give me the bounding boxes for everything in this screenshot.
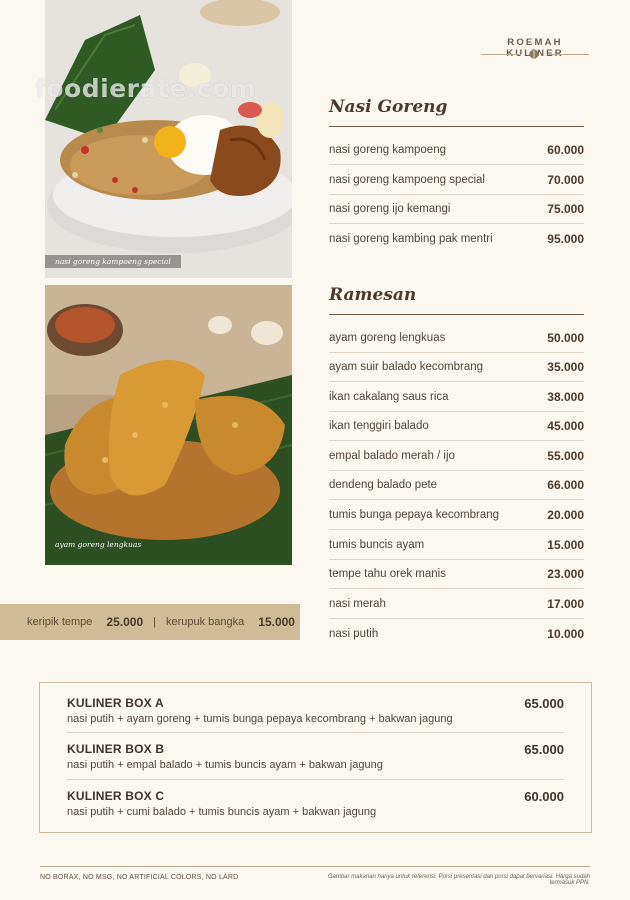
menu-item-name: ikan tenggiri balado [329, 419, 429, 432]
menu-item-price: 75.000 [547, 201, 584, 216]
side-item-price: 15.000 [258, 615, 295, 629]
menu-item-price: 20.000 [547, 507, 584, 522]
kuliner-box-panel [39, 682, 592, 833]
side-separator: | [153, 616, 156, 628]
kuliner-box-desc: nasi putih + empal balado + tumis buncis ayam + bakwan jagung [67, 759, 383, 771]
side-item-price: 25.000 [106, 615, 144, 629]
side-item-name: kerupuk bangka [165, 616, 245, 628]
menu-item [329, 194, 584, 224]
box-divider [67, 732, 564, 733]
brand-divider [481, 54, 521, 55]
watermark: foodierate.com [35, 74, 257, 103]
menu-item-name: dendeng balado pete [329, 478, 438, 491]
nasi-goreng-illustration [45, 0, 292, 278]
menu-item [329, 470, 584, 500]
brand-divider [549, 54, 589, 55]
menu-item [329, 500, 584, 530]
menu-item-name: nasi goreng kambing pak mentri [329, 233, 493, 245]
menu-item-name: ikan cakalang saus rica [329, 390, 449, 403]
section-title-ramesan: Ramesan [329, 285, 417, 305]
menu-item [329, 323, 584, 353]
photo-caption: nasi goreng kampoeng special [45, 255, 181, 268]
sides-band [0, 604, 300, 640]
menu-item-price: 38.000 [547, 389, 584, 404]
menu-item [329, 135, 584, 165]
menu-item-name: nasi goreng ijo kemangi [329, 202, 451, 215]
menu-item [329, 352, 584, 382]
menu-item [329, 165, 584, 195]
menu-item-price: 70.000 [547, 172, 584, 187]
section-rule [329, 314, 584, 315]
menu-item [329, 589, 584, 619]
menu-item-price: 60.000 [547, 142, 584, 157]
menu-item-price: 17.000 [547, 596, 584, 611]
menu-item [329, 441, 584, 471]
menu-item [329, 559, 584, 589]
menu-item-name: nasi putih [329, 628, 379, 640]
kuliner-box-item [67, 696, 564, 725]
kuliner-box-price: 60.000 [524, 789, 564, 804]
footer-rule [40, 866, 590, 867]
kuliner-box-desc: nasi putih + cumi balado + tumis buncis ayam + bakwan jagung [67, 806, 377, 818]
menu-item-name: empal balado merah / ijo [329, 449, 455, 462]
kuliner-box-item [67, 789, 564, 818]
menu-item-name: tempe tahu orek manis [329, 567, 446, 580]
photo-ayam-goreng [45, 285, 292, 565]
menu-item-price: 55.000 [547, 448, 584, 463]
menu-item [329, 382, 584, 412]
box-divider [67, 779, 564, 780]
kuliner-box-title: KULINER BOX A [67, 696, 164, 710]
brand-name: ROEMAH [507, 37, 563, 48]
menu-item-name: ayam goreng lengkuas [329, 331, 446, 344]
menu-item [329, 619, 584, 649]
menu-item-name: tumis bunga pepaya kecombrang [329, 508, 500, 521]
kuliner-box-price: 65.000 [524, 696, 564, 711]
footer-disclaimer: NO BORAX, NO MSG, NO ARTIFICIAL COLORS, NO LARD [40, 874, 239, 881]
photo-nasi-goreng [45, 0, 292, 278]
menu-item [329, 224, 584, 254]
menu-item-price: 10.000 [547, 627, 584, 641]
menu-item-price: 50.000 [547, 330, 584, 345]
menu-item-price: 45.000 [547, 418, 584, 433]
menu-item [329, 530, 584, 560]
menu-item-name: nasi goreng kampoeng special [329, 173, 485, 186]
kuliner-box-price: 65.000 [524, 742, 564, 757]
kuliner-box-title: KULINER BOX C [67, 789, 165, 803]
menu-item-price: 15.000 [547, 537, 584, 552]
kuliner-box-item [67, 742, 564, 771]
section-rule [329, 126, 584, 127]
menu-item-name: nasi merah [329, 597, 386, 610]
brand-leaf-icon [527, 48, 541, 60]
menu-item-price: 95.000 [547, 232, 584, 246]
kuliner-box-title: KULINER BOX B [67, 742, 165, 756]
menu-item-price: 66.000 [547, 477, 584, 492]
menu-item-price: 23.000 [547, 566, 584, 581]
menu-item-name: nasi goreng kampoeng [329, 143, 446, 156]
photo-caption: ayam goreng lengkuas [55, 540, 142, 549]
menu-item-name: ayam suir balado kecombrang [329, 360, 484, 373]
menu-item-price: 35.000 [547, 359, 584, 374]
ayam-goreng-illustration [45, 285, 292, 565]
side-item-name: keripik tempe [27, 616, 93, 628]
menu-item [329, 411, 584, 441]
kuliner-box-desc: nasi putih + ayam goreng + tumis bunga pepaya kecombrang + bakwan jagung [67, 713, 453, 725]
section-title-nasi-goreng: Nasi Goreng [329, 97, 448, 117]
footer-note: Gambar makanan hanya untuk referensi. Porsi presentasi dan porsi dapat bervariasi. Harga sudah termasuk PPN. [327, 874, 590, 886]
menu-item-name: tumis buncis ayam [329, 538, 425, 551]
